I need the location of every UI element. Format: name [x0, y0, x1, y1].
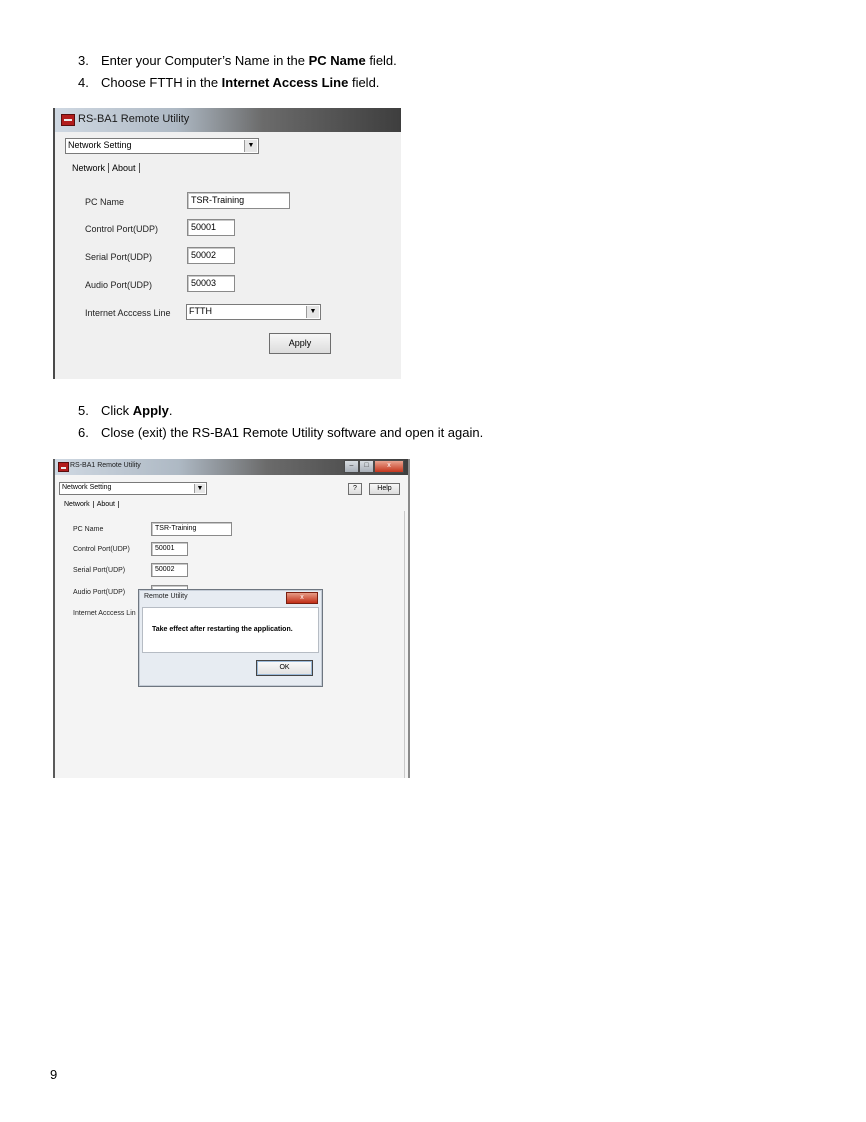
pc-name-input[interactable]: TSR-Training — [187, 192, 290, 209]
mode-select[interactable] — [65, 138, 259, 154]
step-emphasis: PC Name — [308, 53, 366, 68]
app-icon — [61, 114, 75, 126]
tab-bar — [69, 163, 140, 173]
dialog-title: Remote Utility — [144, 593, 188, 600]
close-icon[interactable]: x — [286, 592, 318, 604]
restart-dialog — [138, 589, 323, 687]
step-text: Close (exit) the RS-BA1 Remote Utility software and open it again. — [101, 425, 484, 440]
chevron-down-icon[interactable]: ▼ — [194, 484, 205, 493]
audio-port-label: Audio Port(UDP) — [85, 280, 153, 290]
step-6 — [78, 425, 483, 441]
mode-select-value: Network Setting — [68, 140, 132, 150]
step-emphasis: Internet Access Line — [221, 75, 349, 90]
tab-about[interactable]: About — [109, 163, 140, 173]
page-number: 9 — [50, 1067, 58, 1082]
step-number: 4. — [78, 75, 89, 90]
step-emphasis: Apply — [132, 403, 169, 418]
dialog-body — [142, 607, 319, 653]
title-bar — [55, 459, 408, 475]
mode-select[interactable] — [59, 482, 207, 495]
serial-port-input[interactable]: 50002 — [151, 563, 188, 577]
app-icon — [58, 462, 69, 472]
serial-port-label: Serial Port(UDP) — [85, 252, 153, 262]
step-5 — [78, 403, 173, 419]
apply-button[interactable]: Apply — [269, 333, 331, 354]
ok-button[interactable]: OK — [256, 660, 313, 676]
close-icon[interactable]: x — [374, 460, 404, 473]
control-port-label: Control Port(UDP) — [85, 224, 159, 234]
help-q-button[interactable]: ? — [348, 483, 362, 495]
step-4 — [78, 75, 379, 91]
minimize-icon[interactable]: – — [344, 460, 359, 473]
window-controls — [344, 460, 404, 471]
internet-access-line-label: Internet Acccess Lin — [73, 610, 136, 617]
pc-name-input[interactable]: TSR-Training — [151, 522, 232, 536]
window-title: RS-BA1 Remote Utility — [70, 462, 141, 469]
step-3 — [78, 53, 397, 69]
audio-port-label: Audio Port(UDP) — [73, 589, 126, 596]
window-title: RS-BA1 Remote Utility — [78, 113, 190, 125]
step-number: 6. — [78, 425, 89, 440]
pc-name-label: PC Name — [73, 526, 104, 533]
screenshot-restart-dialog — [53, 459, 410, 778]
tab-bar — [61, 501, 119, 508]
control-port-label: Control Port(UDP) — [73, 546, 130, 553]
tab-network[interactable]: Network — [69, 163, 109, 173]
internet-access-line-value: FTTH — [189, 306, 212, 316]
chevron-down-icon[interactable]: ▼ — [244, 140, 257, 152]
tab-about[interactable]: About — [94, 501, 119, 508]
step-text: Click — [101, 403, 133, 418]
internet-access-line-select[interactable] — [186, 304, 321, 320]
step-text-end: field. — [348, 75, 380, 90]
step-text: Choose FTTH in the — [101, 75, 222, 90]
help-button[interactable]: Help — [369, 483, 400, 495]
maximize-icon[interactable]: □ — [359, 460, 374, 473]
step-text-end: . — [168, 403, 173, 418]
internet-access-line-label: Internet Acccess Line — [85, 308, 171, 318]
step-text: Enter your Computer’s Name in the — [101, 53, 309, 68]
pc-name-label: PC Name — [85, 197, 125, 207]
step-text-end: field. — [365, 53, 397, 68]
dialog-message: Take effect after restarting the application. — [152, 626, 293, 633]
audio-port-input[interactable]: 50003 — [187, 275, 235, 292]
tab-network[interactable]: Network — [61, 501, 94, 508]
panel-border — [404, 511, 405, 778]
step-number: 5. — [78, 403, 89, 418]
serial-port-label: Serial Port(UDP) — [73, 567, 126, 574]
serial-port-input[interactable]: 50002 — [187, 247, 235, 264]
screenshot-network-setting — [53, 108, 401, 379]
chevron-down-icon[interactable]: ▼ — [306, 306, 319, 318]
mode-select-value: Network Setting — [62, 484, 112, 491]
step-number: 3. — [78, 53, 89, 68]
title-bar — [55, 108, 401, 132]
control-port-input[interactable]: 50001 — [151, 542, 188, 556]
control-port-input[interactable]: 50001 — [187, 219, 235, 236]
